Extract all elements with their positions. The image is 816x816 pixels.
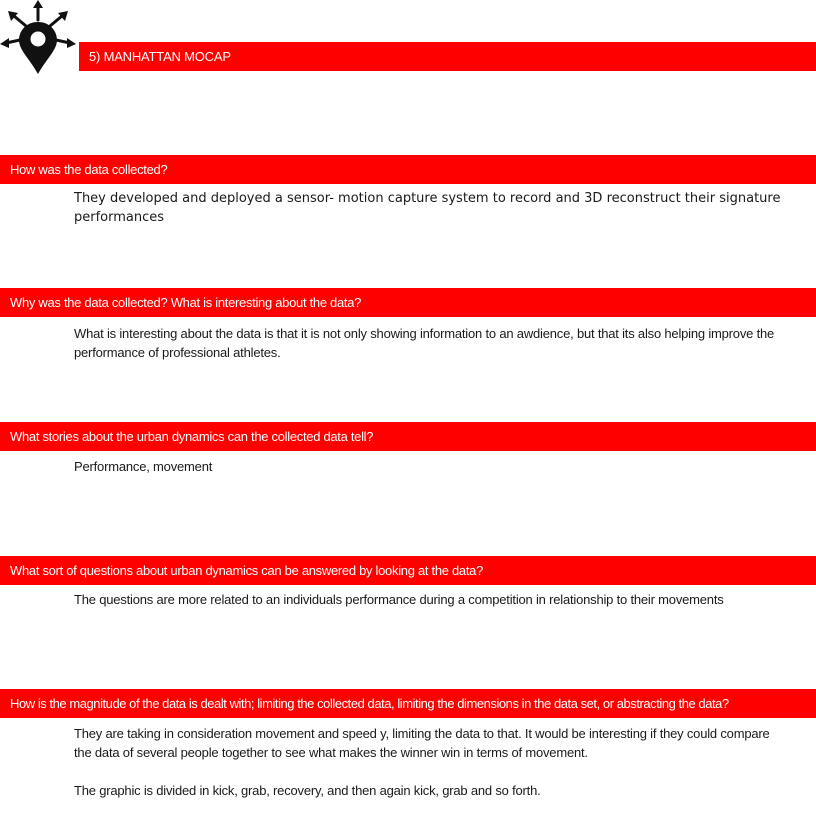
question-bar-data-collection: How was the data collected? [0,155,816,184]
answer-paragraph: The questions are more related to an individuals performance during a competition in relationship to their movements [74,592,724,607]
answer-text-urban-stories [74,457,796,476]
answer-text-data-magnitude [74,724,774,800]
answer-paragraph: Performance, movement [74,459,213,474]
answer-text-why-collected [74,324,804,362]
answer-text-urban-questions [74,590,796,609]
answer-text-data-collection [74,189,796,227]
question-bar-urban-stories: What stories about the urban dynamics can the collected data tell? [0,422,816,451]
answer-paragraph: They developed and deployed a sensor- motion capture system to record and 3D reconstruct their signature performances [74,191,781,225]
answer-paragraph: What is interesting about the data is that it is not only showing information to an awdience, but that its also helping improve the performance of professional athletes. [74,326,775,360]
question-bar-data-magnitude: How is the magnitude of the data is dealt with; limiting the collected data, limiting the dimensions in the data set, or abstracting the data? [0,689,816,718]
answer-paragraph: The graphic is divided in kick, grab, recovery, and then again kick, grab and so forth. [74,783,541,798]
answer-paragraph: They are taking in consideration movement and speed y, limiting the data to that. It would be interesting if they could compare the data of several people together to see what makes the winner win in terms of movement. [74,726,770,760]
page-title: 5) MANHATTAN MOCAP [79,42,816,71]
question-bar-why-collected: Why was the data collected? What is interesting about the data? [0,288,816,317]
map-pin-arrows-icon [0,0,80,78]
question-bar-urban-questions: What sort of questions about urban dynamics can be answered by looking at the data? [0,556,816,585]
